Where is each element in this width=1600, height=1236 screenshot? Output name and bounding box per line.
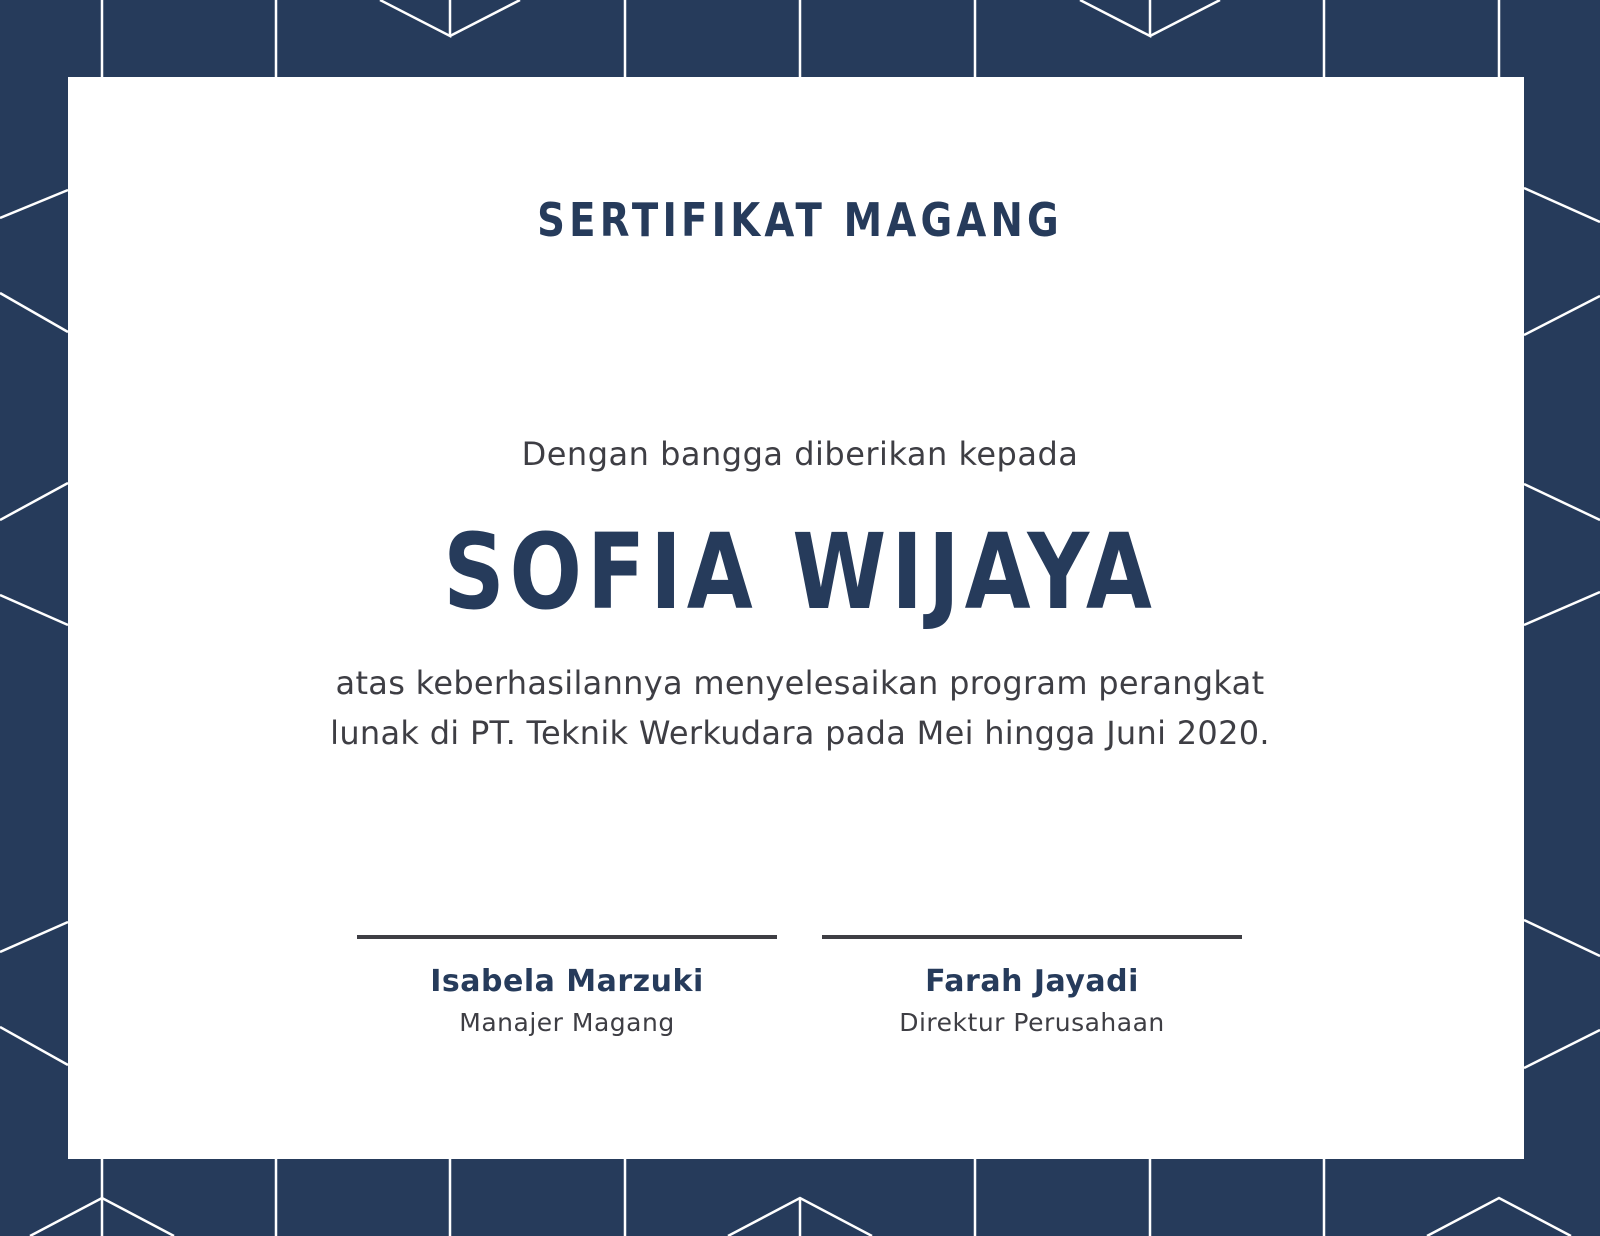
signature-line xyxy=(822,935,1242,939)
signature-block-manager xyxy=(357,935,777,1045)
certificate-title: SERTIFIKAT MAGANG xyxy=(537,193,1063,247)
signatory-role: Manajer Magang xyxy=(459,1008,675,1037)
signatory-name: Isabela Marzuki xyxy=(430,964,704,999)
signature-block-director xyxy=(822,935,1242,1045)
description-line-2: lunak di PT. Teknik Werkudara pada Mei hingga Juni 2020. xyxy=(330,714,1270,752)
recipient-name: SOFIA WIJAYA xyxy=(443,511,1157,633)
certificate-description xyxy=(200,658,1400,758)
signatory-name: Farah Jayadi xyxy=(925,964,1139,999)
description-line-1: atas keberhasilannya menyelesaikan program perangkat xyxy=(335,664,1265,702)
signatory-role: Direktur Perusahaan xyxy=(899,1008,1165,1037)
presented-to-text: Dengan bangga diberikan kepada xyxy=(521,435,1079,473)
signature-line xyxy=(357,935,777,939)
